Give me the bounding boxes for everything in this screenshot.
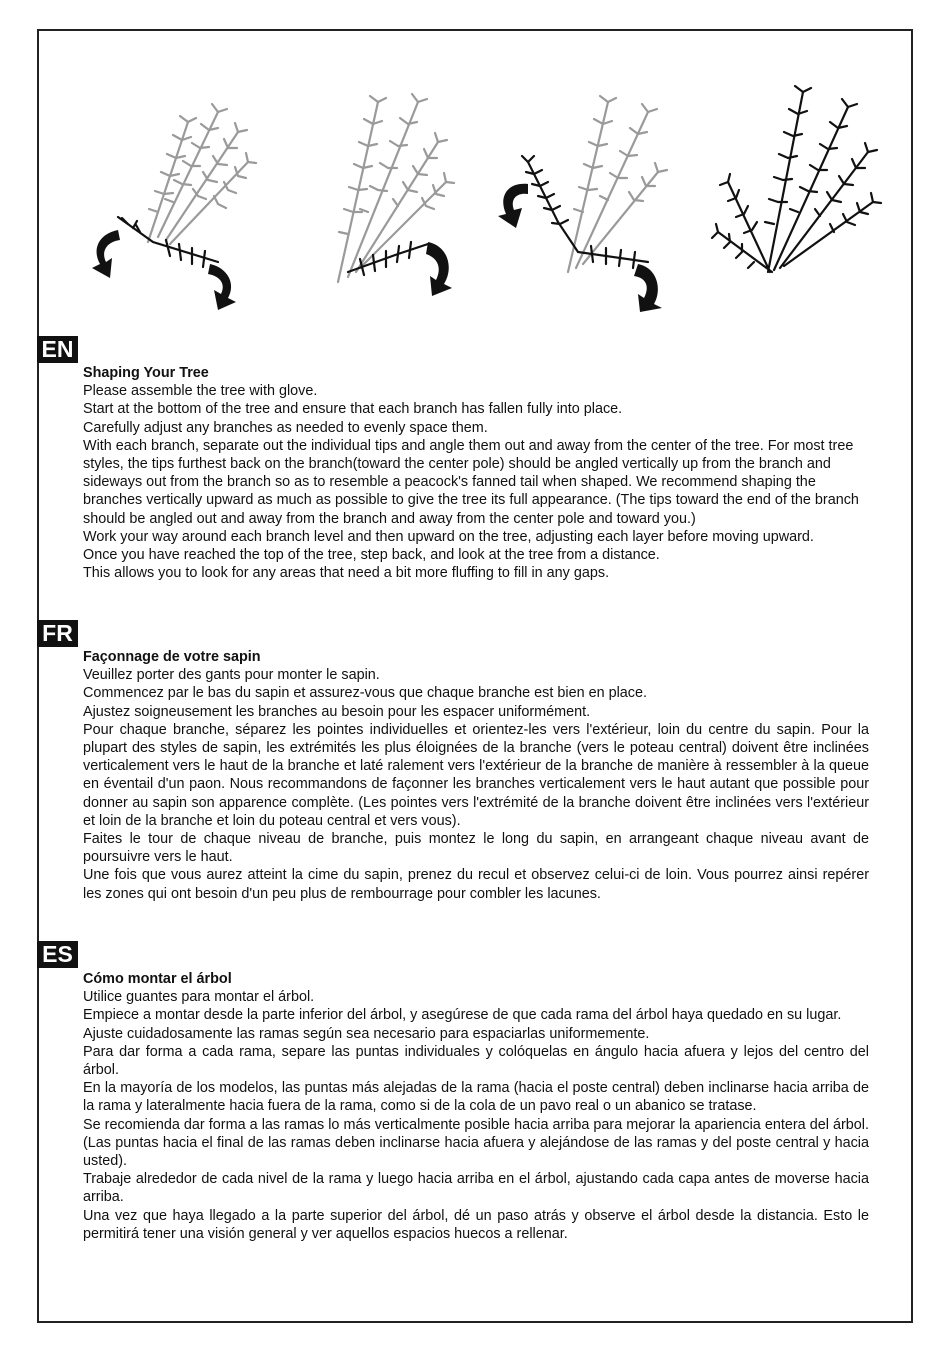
section-es	[83, 970, 869, 1243]
section-title-fr: Façonnage de votre sapin	[83, 649, 261, 665]
language-badge-en: EN	[37, 336, 78, 363]
paragraph: Ajustez soigneusement les branches au besoin pour les espacer uniformément.	[83, 703, 591, 720]
branch-step-2-icon	[278, 72, 478, 312]
paragraph: Una vez que haya llegado a la parte superior del árbol, dé un paso atrás y observe el árbol desde la distancia. Esto le permitirá tener una visión general y ver aquellos espacios huecos a rellenar.	[83, 1207, 869, 1242]
section-fr	[83, 648, 869, 903]
paragraph: Para dar forma a cada rama, separe las puntas individuales y colóquelas en ángulo hacia afuera y lejos del centro del árbol.	[83, 1043, 869, 1079]
branch-step-3-icon	[488, 72, 688, 312]
paragraph: Utilice guantes para montar el árbol.	[83, 989, 315, 1006]
paragraph: With each branch, separate out the individual tips and angle them out and away from the center of the tree. For most tree styles, the tips furthest back on the branch(toward the center pole) should be angled vertically up from the branch and sideways out from the branch so as to resemble a peacock's fanned tail when shaped. We recommend shaping the branches vertically upward as much as possible to give the tree its full appearance. (The tips toward the end of the branch should be angled out and away from the branch and away from the center pole and toward you.)	[83, 437, 859, 527]
section-title-en: Shaping Your Tree	[83, 365, 209, 381]
paragraph: Carefully adjust any branches as needed to evenly space them.	[83, 419, 488, 436]
paragraph: Start at the bottom of the tree and ensure that each branch has fallen fully into place.	[83, 401, 623, 418]
paragraph: Empiece a montar desde la parte inferior del árbol, y asegúrese de que cada rama del árbol haya quedado en su lugar.	[83, 1007, 842, 1024]
section-en	[83, 364, 869, 582]
paragraph: En la mayoría de los modelos, las puntas más alejadas de la rama (hacia el poste central) deben inclinarse hacia arriba de la rama y lateralmente hacia fuera de la rama, como si de la cola de un pavo real o un abanico se tratase.	[83, 1080, 869, 1115]
paragraph: Work your way around each branch level and then upward on the tree, adjusting each layer before moving upward.	[83, 528, 814, 545]
paragraph: This allows you to look for any areas that need a bit more fluffing to fill in any gaps.	[83, 565, 610, 582]
paragraph: Veuillez porter des gants pour monter le sapin.	[83, 667, 380, 684]
language-badge-es: ES	[37, 941, 78, 968]
paragraph: Se recomienda dar forma a las ramas lo más verticalmente posible hacia arriba para mejorar la apariencia entera del árbol. (Las puntas hacia el final de las ramas deben inclinarse hacia afuera y alejándose de las ramas y del poste central y hacia usted).	[83, 1116, 869, 1170]
paragraph: Trabaje alrededor de cada nivel de la rama y luego hacia arriba en el árbol, ajustando cada capa antes de moverse hacia arriba.	[83, 1171, 869, 1206]
paragraph: Ajuste cuidadosamente las ramas según sea necesario para espaciarlas uniformemente.	[83, 1025, 650, 1042]
branch-step-1-icon	[78, 72, 278, 312]
language-badge-fr: FR	[37, 620, 78, 647]
section-title-es: Cómo montar el árbol	[83, 971, 232, 987]
paragraph: Once you have reached the top of the tree, step back, and look at the tree from a distance.	[83, 547, 660, 564]
paragraph: Commencez par le bas du sapin et assurez-vous que chaque branche est bien en place.	[83, 685, 647, 702]
paragraph: Pour chaque branche, séparez les pointes individuelles et orientez-les vers l'extérieur, loin du centre du sapin. Pour la plupart des styles de sapin, les extrémités les plus éloignées de la branche (vers le poteau central) doivent être inclinées verticalement vers le haut de la branche et laté ralement vers l'extérieur de la branche de manière à ressembler à la queue en éventail d'un paon. Nous recommandons de façonner les branches verticalement vers le haut autant que possible pour donner au sapin son apparence complète. (Les pointes vers l'extrémité de la branche doivent être inclinées vers l'extérieur et loin de la branche et loin du poteau central et vers vous).	[83, 721, 869, 829]
paragraph: Please assemble the tree with glove.	[83, 383, 318, 400]
branch-step-4-icon	[698, 72, 898, 312]
paragraph: Une fois que vous aurez atteint la cime du sapin, prenez du recul et observez celui-ci de loin. Vous pourrez ainsi repérer les zones qui ont besoin d'un peu plus de rembourrage pour combler les lacunes.	[83, 867, 869, 902]
paragraph: Faites le tour de chaque niveau de branche, puis montez le long du sapin, en arrangeant chaque niveau avant de poursuivre vers le haut.	[83, 831, 869, 866]
branch-illustrations	[38, 72, 912, 322]
